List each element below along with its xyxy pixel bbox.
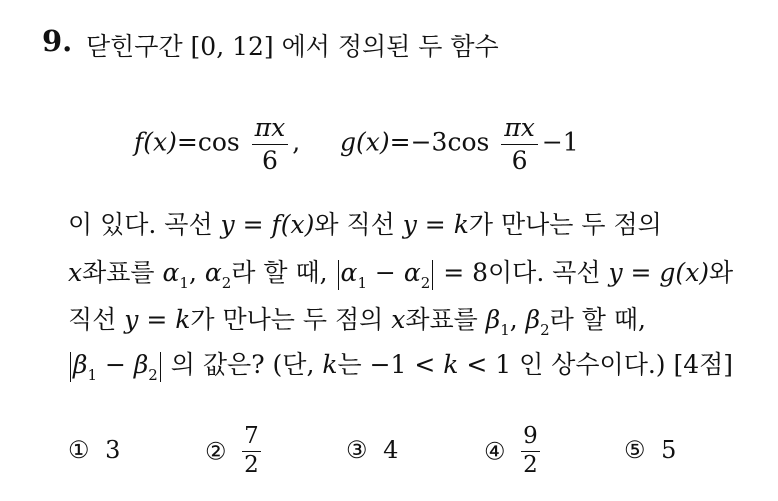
body-line-1 — [68, 205, 662, 241]
beta-symbol: β — [525, 305, 541, 334]
f-lhs: f(x) — [134, 127, 177, 157]
text-segment: 직선 — [68, 305, 125, 334]
minus-sign: − — [97, 350, 134, 379]
choice-value: 4 — [383, 436, 399, 464]
f-fraction — [252, 114, 289, 174]
text-segment: 가 만나는 두 점의 — [190, 305, 392, 334]
subscript: 2 — [420, 274, 431, 292]
function-definitions — [134, 114, 579, 174]
choice-value: 3 — [105, 436, 121, 464]
choice-2[interactable] — [205, 424, 261, 479]
choice-fraction — [521, 424, 540, 479]
text-segment: = 8 — [435, 258, 489, 287]
choice-fraction — [242, 424, 261, 479]
choice-value: 5 — [661, 436, 677, 464]
body-line-3 — [68, 300, 646, 339]
alpha-symbol: α — [340, 258, 358, 287]
choice-1[interactable] — [68, 436, 120, 464]
fraction-denominator: 6 — [511, 145, 528, 175]
g-rhs-prefix: =−3cos — [389, 127, 490, 157]
g-tail: −1 — [541, 127, 579, 157]
equals-sign: = — [176, 127, 198, 157]
beta-symbol: β — [485, 305, 501, 334]
text-segment: < 1 인 상수이다.) [4점] — [458, 350, 734, 379]
line-k-expression: y = k — [402, 210, 469, 239]
beta-symbol: β — [73, 350, 88, 379]
choice-5[interactable] — [624, 436, 676, 464]
fraction-denominator: 2 — [523, 452, 538, 479]
alpha-symbol: α — [204, 258, 222, 287]
fraction-numerator: πx — [252, 114, 289, 145]
choice-4[interactable] — [484, 424, 540, 479]
fraction-numerator: πx — [501, 114, 538, 145]
text-segment: 좌표를 — [405, 305, 486, 334]
question-number: 9. — [42, 24, 73, 58]
g-lhs: g(x) — [340, 127, 390, 157]
choice-marker: ③ — [346, 436, 368, 464]
choice-3[interactable] — [346, 436, 398, 464]
absolute-value-bar-right — [432, 260, 433, 290]
choice-marker: ② — [205, 437, 227, 466]
x-variable: x — [391, 305, 406, 334]
body-line-2 — [68, 253, 733, 290]
subscript: 1 — [179, 274, 189, 292]
fraction-denominator: 2 — [244, 452, 259, 479]
question-stem: 닫힌구간 [0, 12] 에서 정의된 두 함수 — [86, 32, 499, 61]
k-variable: k — [443, 350, 459, 379]
subscript: 2 — [221, 274, 232, 292]
text-segment: 와 — [709, 258, 734, 287]
cos-label: cos — [197, 127, 240, 157]
choice-marker: ① — [68, 436, 90, 464]
separator: , — [292, 127, 301, 157]
text-segment: 이 있다. 곡선 — [68, 210, 221, 239]
curve-f-expression: y = f(x) — [220, 210, 315, 239]
text-segment: 이다. 곡선 — [488, 258, 609, 287]
text-segment: , — [509, 305, 526, 334]
g-fraction — [501, 114, 538, 174]
text-segment: 는 −1 < — [337, 350, 444, 379]
text-segment: 가 만나는 두 점의 — [468, 210, 662, 239]
subscript: 1 — [87, 366, 97, 384]
subscript: 1 — [357, 274, 367, 292]
text-segment: 좌표를 — [82, 258, 163, 287]
text-segment: , — [188, 258, 205, 287]
fraction-numerator: 9 — [521, 424, 540, 452]
text-segment: 와 직선 — [314, 210, 403, 239]
alpha-symbol: α — [162, 258, 180, 287]
choice-marker: ④ — [484, 437, 506, 466]
fraction-numerator: 7 — [242, 424, 261, 452]
minus-sign: − — [366, 258, 404, 287]
line-k-expression: y = k — [124, 305, 191, 334]
subscript: 1 — [500, 321, 510, 339]
absolute-value-bar-left — [338, 260, 339, 290]
subscript: 2 — [540, 321, 550, 339]
choice-marker: ⑤ — [624, 436, 646, 464]
fraction-denominator: 6 — [261, 145, 278, 175]
absolute-value-bar-left — [70, 352, 71, 382]
alpha-symbol: α — [403, 258, 421, 287]
body-line-4 — [68, 345, 733, 382]
subscript: 2 — [148, 366, 158, 384]
beta-symbol: β — [133, 350, 149, 379]
curve-g-expression: y = g(x) — [608, 258, 710, 287]
x-variable: x — [68, 258, 83, 287]
text-segment: 라 할 때, — [549, 305, 646, 334]
absolute-value-bar-right — [160, 352, 161, 382]
k-variable: k — [322, 350, 338, 379]
text-segment: 라 할 때, — [231, 258, 336, 287]
text-segment: 의 값은? (단, — [162, 350, 323, 379]
